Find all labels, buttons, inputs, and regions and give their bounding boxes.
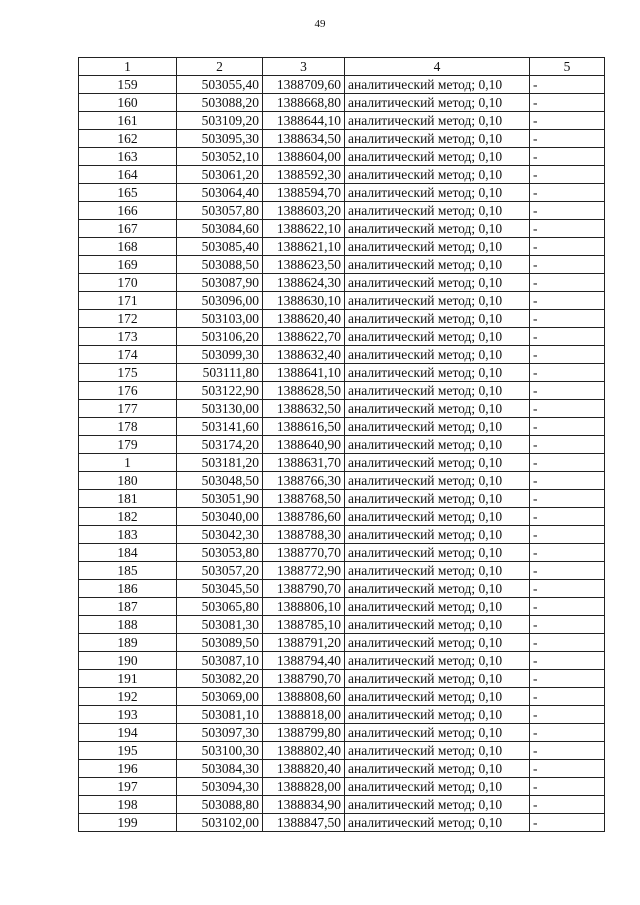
- point-number-cell: 183: [79, 526, 177, 544]
- y-coordinate-cell: 1388622,10: [263, 220, 345, 238]
- table-row: [79, 580, 605, 598]
- method-accuracy-cell: аналитический метод; 0,10: [345, 688, 530, 706]
- method-accuracy-cell: аналитический метод; 0,10: [345, 562, 530, 580]
- table-row: [79, 526, 605, 544]
- method-accuracy-cell: аналитический метод; 0,10: [345, 778, 530, 796]
- method-accuracy-cell: аналитический метод; 0,10: [345, 328, 530, 346]
- y-coordinate-cell: 1388772,90: [263, 562, 345, 580]
- point-number-cell: 182: [79, 508, 177, 526]
- column-5-cell: -: [530, 814, 605, 832]
- x-coordinate-cell: 503141,60: [177, 418, 263, 436]
- table-row: [79, 598, 605, 616]
- column-5-cell: -: [530, 220, 605, 238]
- x-coordinate-cell: 503102,00: [177, 814, 263, 832]
- column-5-cell: -: [530, 418, 605, 436]
- method-accuracy-cell: аналитический метод; 0,10: [345, 202, 530, 220]
- method-accuracy-cell: аналитический метод; 0,10: [345, 436, 530, 454]
- table-row: [79, 238, 605, 256]
- point-number-cell: 184: [79, 544, 177, 562]
- table-row: [79, 652, 605, 670]
- point-number-cell: 175: [79, 364, 177, 382]
- table-row: [79, 634, 605, 652]
- x-coordinate-cell: 503099,30: [177, 346, 263, 364]
- x-coordinate-cell: 503106,20: [177, 328, 263, 346]
- x-coordinate-cell: 503088,50: [177, 256, 263, 274]
- y-coordinate-cell: 1388621,10: [263, 238, 345, 256]
- y-coordinate-cell: 1388820,40: [263, 760, 345, 778]
- point-number-cell: 173: [79, 328, 177, 346]
- column-5-cell: -: [530, 76, 605, 94]
- y-coordinate-cell: 1388632,50: [263, 400, 345, 418]
- table-row: [79, 616, 605, 634]
- y-coordinate-cell: 1388802,40: [263, 742, 345, 760]
- table-row: [79, 166, 605, 184]
- column-header-5: 5: [530, 58, 605, 76]
- x-coordinate-cell: 503130,00: [177, 400, 263, 418]
- y-coordinate-cell: 1388785,10: [263, 616, 345, 634]
- method-accuracy-cell: аналитический метод; 0,10: [345, 508, 530, 526]
- column-5-cell: -: [530, 382, 605, 400]
- x-coordinate-cell: 503081,30: [177, 616, 263, 634]
- y-coordinate-cell: 1388592,30: [263, 166, 345, 184]
- point-number-cell: 178: [79, 418, 177, 436]
- x-coordinate-cell: 503040,00: [177, 508, 263, 526]
- point-number-cell: 199: [79, 814, 177, 832]
- table-row: [79, 562, 605, 580]
- table-row: [79, 382, 605, 400]
- table-row: [79, 778, 605, 796]
- table-row: [79, 310, 605, 328]
- x-coordinate-cell: 503048,50: [177, 472, 263, 490]
- table-row: [79, 454, 605, 472]
- method-accuracy-cell: аналитический метод; 0,10: [345, 184, 530, 202]
- table-row: [79, 364, 605, 382]
- point-number-cell: 1: [79, 454, 177, 472]
- column-5-cell: -: [530, 580, 605, 598]
- x-coordinate-cell: 503097,30: [177, 724, 263, 742]
- method-accuracy-cell: аналитический метод; 0,10: [345, 544, 530, 562]
- x-coordinate-cell: 503087,90: [177, 274, 263, 292]
- point-number-cell: 177: [79, 400, 177, 418]
- column-header-1: 1: [79, 58, 177, 76]
- x-coordinate-cell: 503057,20: [177, 562, 263, 580]
- method-accuracy-cell: аналитический метод; 0,10: [345, 634, 530, 652]
- point-number-cell: 180: [79, 472, 177, 490]
- y-coordinate-cell: 1388788,30: [263, 526, 345, 544]
- table-row: [79, 706, 605, 724]
- table-row: [79, 544, 605, 562]
- column-5-cell: -: [530, 742, 605, 760]
- point-number-cell: 187: [79, 598, 177, 616]
- x-coordinate-cell: 503064,40: [177, 184, 263, 202]
- column-5-cell: -: [530, 472, 605, 490]
- column-5-cell: -: [530, 760, 605, 778]
- point-number-cell: 176: [79, 382, 177, 400]
- method-accuracy-cell: аналитический метод; 0,10: [345, 598, 530, 616]
- table-row: [79, 742, 605, 760]
- point-number-cell: 166: [79, 202, 177, 220]
- table-body: [79, 76, 605, 832]
- method-accuracy-cell: аналитический метод; 0,10: [345, 724, 530, 742]
- table-row: [79, 292, 605, 310]
- column-5-cell: -: [530, 796, 605, 814]
- table-row: [79, 670, 605, 688]
- x-coordinate-cell: 503096,00: [177, 292, 263, 310]
- method-accuracy-cell: аналитический метод; 0,10: [345, 148, 530, 166]
- table-row: [79, 472, 605, 490]
- column-5-cell: -: [530, 778, 605, 796]
- method-accuracy-cell: аналитический метод; 0,10: [345, 166, 530, 184]
- column-5-cell: -: [530, 724, 605, 742]
- y-coordinate-cell: 1388616,50: [263, 418, 345, 436]
- point-number-cell: 189: [79, 634, 177, 652]
- column-5-cell: -: [530, 274, 605, 292]
- method-accuracy-cell: аналитический метод; 0,10: [345, 418, 530, 436]
- point-number-cell: 190: [79, 652, 177, 670]
- x-coordinate-cell: 503081,10: [177, 706, 263, 724]
- y-coordinate-cell: 1388594,70: [263, 184, 345, 202]
- y-coordinate-cell: 1388632,40: [263, 346, 345, 364]
- method-accuracy-cell: аналитический метод; 0,10: [345, 256, 530, 274]
- point-number-cell: 179: [79, 436, 177, 454]
- method-accuracy-cell: аналитический метод; 0,10: [345, 670, 530, 688]
- point-number-cell: 168: [79, 238, 177, 256]
- x-coordinate-cell: 503051,90: [177, 490, 263, 508]
- table-row: [79, 184, 605, 202]
- x-coordinate-cell: 503088,80: [177, 796, 263, 814]
- x-coordinate-cell: 503061,20: [177, 166, 263, 184]
- point-number-cell: 196: [79, 760, 177, 778]
- method-accuracy-cell: аналитический метод; 0,10: [345, 112, 530, 130]
- method-accuracy-cell: аналитический метод; 0,10: [345, 814, 530, 832]
- point-number-cell: 193: [79, 706, 177, 724]
- column-5-cell: -: [530, 310, 605, 328]
- coordinates-table: [78, 57, 605, 832]
- x-coordinate-cell: 503055,40: [177, 76, 263, 94]
- point-number-cell: 161: [79, 112, 177, 130]
- table-row: [79, 256, 605, 274]
- y-coordinate-cell: 1388634,50: [263, 130, 345, 148]
- x-coordinate-cell: 503085,40: [177, 238, 263, 256]
- table-row: [79, 400, 605, 418]
- x-coordinate-cell: 503174,20: [177, 436, 263, 454]
- column-5-cell: -: [530, 346, 605, 364]
- column-5-cell: -: [530, 490, 605, 508]
- column-5-cell: -: [530, 454, 605, 472]
- x-coordinate-cell: 503122,90: [177, 382, 263, 400]
- column-5-cell: -: [530, 112, 605, 130]
- x-coordinate-cell: 503089,50: [177, 634, 263, 652]
- column-5-cell: -: [530, 256, 605, 274]
- table-row: [79, 436, 605, 454]
- x-coordinate-cell: 503084,60: [177, 220, 263, 238]
- x-coordinate-cell: 503065,80: [177, 598, 263, 616]
- column-5-cell: -: [530, 148, 605, 166]
- column-5-cell: -: [530, 238, 605, 256]
- y-coordinate-cell: 1388808,60: [263, 688, 345, 706]
- y-coordinate-cell: 1388628,50: [263, 382, 345, 400]
- point-number-cell: 194: [79, 724, 177, 742]
- point-number-cell: 174: [79, 346, 177, 364]
- table-row: [79, 202, 605, 220]
- column-5-cell: -: [530, 616, 605, 634]
- method-accuracy-cell: аналитический метод; 0,10: [345, 706, 530, 724]
- point-number-cell: 186: [79, 580, 177, 598]
- y-coordinate-cell: 1388766,30: [263, 472, 345, 490]
- column-5-cell: -: [530, 130, 605, 148]
- method-accuracy-cell: аналитический метод; 0,10: [345, 760, 530, 778]
- table-row: [79, 490, 605, 508]
- y-coordinate-cell: 1388770,70: [263, 544, 345, 562]
- x-coordinate-cell: 503042,30: [177, 526, 263, 544]
- x-coordinate-cell: 503045,50: [177, 580, 263, 598]
- method-accuracy-cell: аналитический метод; 0,10: [345, 130, 530, 148]
- y-coordinate-cell: 1388603,20: [263, 202, 345, 220]
- method-accuracy-cell: аналитический метод; 0,10: [345, 400, 530, 418]
- table-row: [79, 724, 605, 742]
- y-coordinate-cell: 1388806,10: [263, 598, 345, 616]
- method-accuracy-cell: аналитический метод; 0,10: [345, 310, 530, 328]
- table-row: [79, 760, 605, 778]
- column-5-cell: -: [530, 184, 605, 202]
- point-number-cell: 170: [79, 274, 177, 292]
- y-coordinate-cell: 1388828,00: [263, 778, 345, 796]
- y-coordinate-cell: 1388622,70: [263, 328, 345, 346]
- method-accuracy-cell: аналитический метод; 0,10: [345, 526, 530, 544]
- column-5-cell: -: [530, 166, 605, 184]
- method-accuracy-cell: аналитический метод; 0,10: [345, 364, 530, 382]
- page-number: 49: [314, 18, 326, 30]
- table-row: [79, 346, 605, 364]
- point-number-cell: 163: [79, 148, 177, 166]
- x-coordinate-cell: 503181,20: [177, 454, 263, 472]
- method-accuracy-cell: аналитический метод; 0,10: [345, 346, 530, 364]
- column-5-cell: -: [530, 598, 605, 616]
- y-coordinate-cell: 1388623,50: [263, 256, 345, 274]
- method-accuracy-cell: аналитический метод; 0,10: [345, 274, 530, 292]
- column-5-cell: -: [530, 400, 605, 418]
- column-5-cell: -: [530, 328, 605, 346]
- table-row: [79, 796, 605, 814]
- point-number-cell: 197: [79, 778, 177, 796]
- column-5-cell: -: [530, 634, 605, 652]
- x-coordinate-cell: 503111,80: [177, 364, 263, 382]
- y-coordinate-cell: 1388768,50: [263, 490, 345, 508]
- point-number-cell: 165: [79, 184, 177, 202]
- method-accuracy-cell: аналитический метод; 0,10: [345, 454, 530, 472]
- column-header-4: 4: [345, 58, 530, 76]
- table-row: [79, 94, 605, 112]
- point-number-cell: 167: [79, 220, 177, 238]
- column-5-cell: -: [530, 364, 605, 382]
- column-5-cell: -: [530, 544, 605, 562]
- point-number-cell: 162: [79, 130, 177, 148]
- point-number-cell: 192: [79, 688, 177, 706]
- x-coordinate-cell: 503103,00: [177, 310, 263, 328]
- column-5-cell: -: [530, 436, 605, 454]
- method-accuracy-cell: аналитический метод; 0,10: [345, 382, 530, 400]
- x-coordinate-cell: 503082,20: [177, 670, 263, 688]
- y-coordinate-cell: 1388790,70: [263, 670, 345, 688]
- x-coordinate-cell: 503084,30: [177, 760, 263, 778]
- point-number-cell: 188: [79, 616, 177, 634]
- column-5-cell: -: [530, 526, 605, 544]
- table-row: [79, 274, 605, 292]
- method-accuracy-cell: аналитический метод; 0,10: [345, 742, 530, 760]
- point-number-cell: 191: [79, 670, 177, 688]
- table-row: [79, 814, 605, 832]
- y-coordinate-cell: 1388790,70: [263, 580, 345, 598]
- table-row: [79, 220, 605, 238]
- x-coordinate-cell: 503069,00: [177, 688, 263, 706]
- y-coordinate-cell: 1388644,10: [263, 112, 345, 130]
- table-row: [79, 418, 605, 436]
- x-coordinate-cell: 503087,10: [177, 652, 263, 670]
- method-accuracy-cell: аналитический метод; 0,10: [345, 490, 530, 508]
- point-number-cell: 185: [79, 562, 177, 580]
- point-number-cell: 169: [79, 256, 177, 274]
- y-coordinate-cell: 1388786,60: [263, 508, 345, 526]
- table-row: [79, 130, 605, 148]
- column-5-cell: -: [530, 508, 605, 526]
- method-accuracy-cell: аналитический метод; 0,10: [345, 94, 530, 112]
- point-number-cell: 195: [79, 742, 177, 760]
- column-5-cell: -: [530, 652, 605, 670]
- column-5-cell: -: [530, 94, 605, 112]
- table-row: [79, 76, 605, 94]
- column-5-cell: -: [530, 292, 605, 310]
- method-accuracy-cell: аналитический метод; 0,10: [345, 616, 530, 634]
- x-coordinate-cell: 503094,30: [177, 778, 263, 796]
- x-coordinate-cell: 503109,20: [177, 112, 263, 130]
- table-row: [79, 148, 605, 166]
- x-coordinate-cell: 503052,10: [177, 148, 263, 166]
- y-coordinate-cell: 1388791,20: [263, 634, 345, 652]
- table-row: [79, 508, 605, 526]
- y-coordinate-cell: 1388818,00: [263, 706, 345, 724]
- column-5-cell: -: [530, 562, 605, 580]
- column-5-cell: -: [530, 670, 605, 688]
- method-accuracy-cell: аналитический метод; 0,10: [345, 652, 530, 670]
- x-coordinate-cell: 503095,30: [177, 130, 263, 148]
- y-coordinate-cell: 1388624,30: [263, 274, 345, 292]
- table-header-row: [79, 58, 605, 76]
- column-header-2: 2: [177, 58, 263, 76]
- point-number-cell: 159: [79, 76, 177, 94]
- point-number-cell: 171: [79, 292, 177, 310]
- method-accuracy-cell: аналитический метод; 0,10: [345, 238, 530, 256]
- y-coordinate-cell: 1388630,10: [263, 292, 345, 310]
- method-accuracy-cell: аналитический метод; 0,10: [345, 292, 530, 310]
- method-accuracy-cell: аналитический метод; 0,10: [345, 796, 530, 814]
- y-coordinate-cell: 1388834,90: [263, 796, 345, 814]
- table-row: [79, 112, 605, 130]
- column-5-cell: -: [530, 688, 605, 706]
- x-coordinate-cell: 503053,80: [177, 544, 263, 562]
- y-coordinate-cell: 1388631,70: [263, 454, 345, 472]
- point-number-cell: 172: [79, 310, 177, 328]
- method-accuracy-cell: аналитический метод; 0,10: [345, 76, 530, 94]
- method-accuracy-cell: аналитический метод; 0,10: [345, 472, 530, 490]
- y-coordinate-cell: 1388620,40: [263, 310, 345, 328]
- y-coordinate-cell: 1388794,40: [263, 652, 345, 670]
- point-number-cell: 160: [79, 94, 177, 112]
- y-coordinate-cell: 1388604,00: [263, 148, 345, 166]
- y-coordinate-cell: 1388709,60: [263, 76, 345, 94]
- method-accuracy-cell: аналитический метод; 0,10: [345, 580, 530, 598]
- y-coordinate-cell: 1388641,10: [263, 364, 345, 382]
- column-5-cell: -: [530, 706, 605, 724]
- y-coordinate-cell: 1388640,90: [263, 436, 345, 454]
- point-number-cell: 198: [79, 796, 177, 814]
- column-5-cell: -: [530, 202, 605, 220]
- x-coordinate-cell: 503088,20: [177, 94, 263, 112]
- y-coordinate-cell: 1388847,50: [263, 814, 345, 832]
- x-coordinate-cell: 503057,80: [177, 202, 263, 220]
- table-row: [79, 328, 605, 346]
- table-row: [79, 688, 605, 706]
- x-coordinate-cell: 503100,30: [177, 742, 263, 760]
- point-number-cell: 181: [79, 490, 177, 508]
- y-coordinate-cell: 1388799,80: [263, 724, 345, 742]
- point-number-cell: 164: [79, 166, 177, 184]
- y-coordinate-cell: 1388668,80: [263, 94, 345, 112]
- method-accuracy-cell: аналитический метод; 0,10: [345, 220, 530, 238]
- column-header-3: 3: [263, 58, 345, 76]
